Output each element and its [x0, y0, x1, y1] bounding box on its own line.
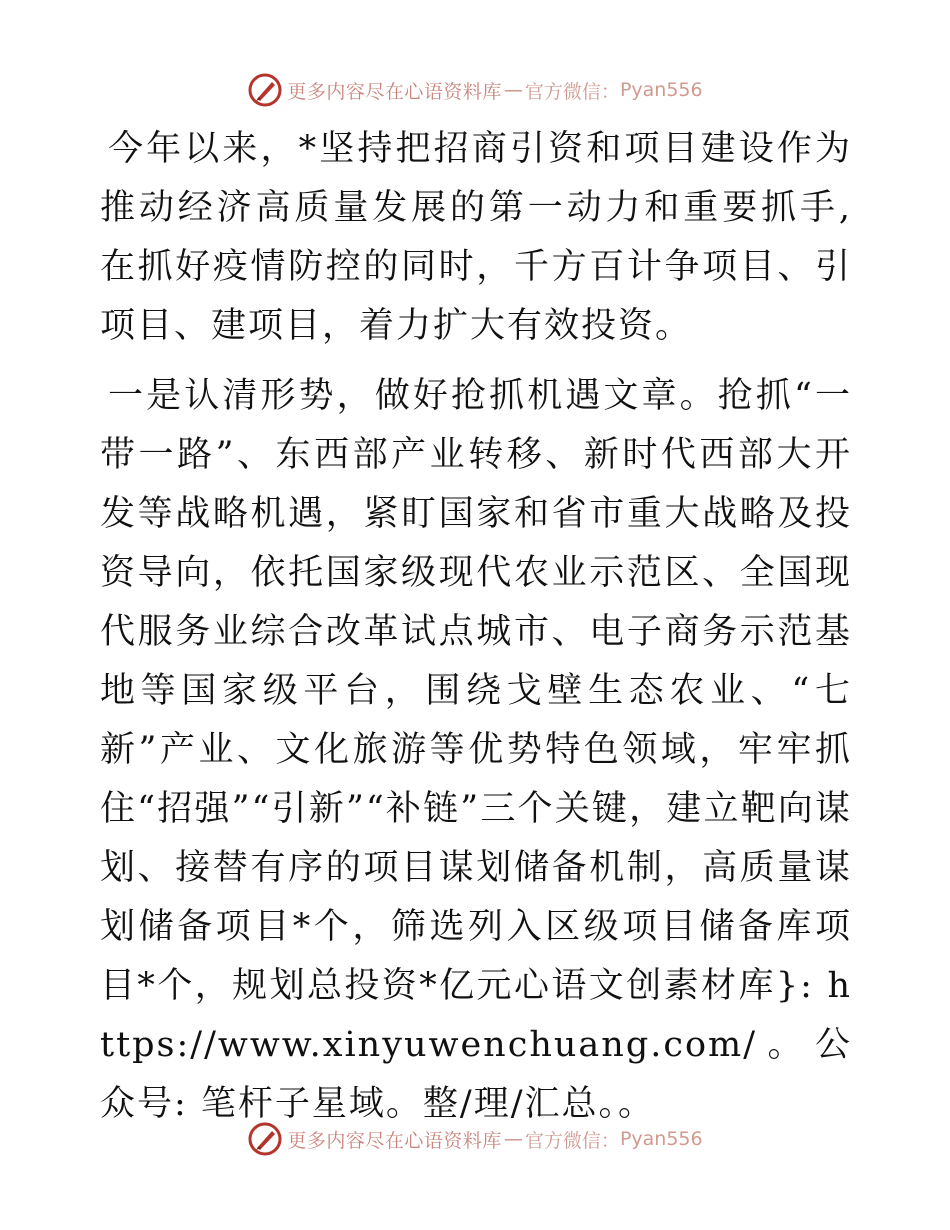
quill-logo-icon: [247, 1121, 283, 1157]
footer-dash: —: [503, 1128, 523, 1150]
footer-banner: [0, 1117, 950, 1161]
paragraph-intro: 今年以来，*坚持把招商引资和项目建设作为推动经济高质量发展的第一动力和重要抓手,在抓好疫情防控的同时，千方百计争项目、引项目、建项目，着力扩大有效投资。: [100, 129, 852, 346]
header-banner: [0, 68, 950, 112]
quill-logo-icon: [247, 72, 283, 108]
document-body: [100, 120, 852, 1134]
footer-wechat-id: Pyan556: [619, 1128, 703, 1150]
paragraph-point-one: 一是认清形势，做好抢抓机遇文章。抢抓“一带一路”、东西部产业转移、新时代西部大开发等战略机遇，紧盯国家和省市重大战略及投资导向，依托国家级现代农业示范区、全国现代服务业综合改革试点城市、电子商务示范基地等国家级平台，围绕戈壁生态农业、“七新”产业、文化旅游等优势特色领域，牢牢抓住“招强”“引新”“补链”三个关键，建立靶向谋划、接替有序的项目谋划储备机制，高质量谋划储备项目*个，筛选列入区级项目储备库项目*个，规划总投资*亿元心语文创素材库}: https://www.xinyuwenchuang.com/。公众号: 笔杆子星域。整/理/汇总。。: [100, 376, 852, 1124]
banner-dash: —: [503, 79, 523, 101]
banner-brand-text: 更多内容尽在心语资料库: [287, 80, 502, 103]
banner-wechat-id: Pyan556: [619, 79, 703, 101]
footer-wechat-label: 官方微信：: [524, 1129, 620, 1152]
banner-wechat-label: 官方微信：: [524, 80, 620, 103]
footer-brand-text: 更多内容尽在心语资料库: [287, 1129, 502, 1152]
